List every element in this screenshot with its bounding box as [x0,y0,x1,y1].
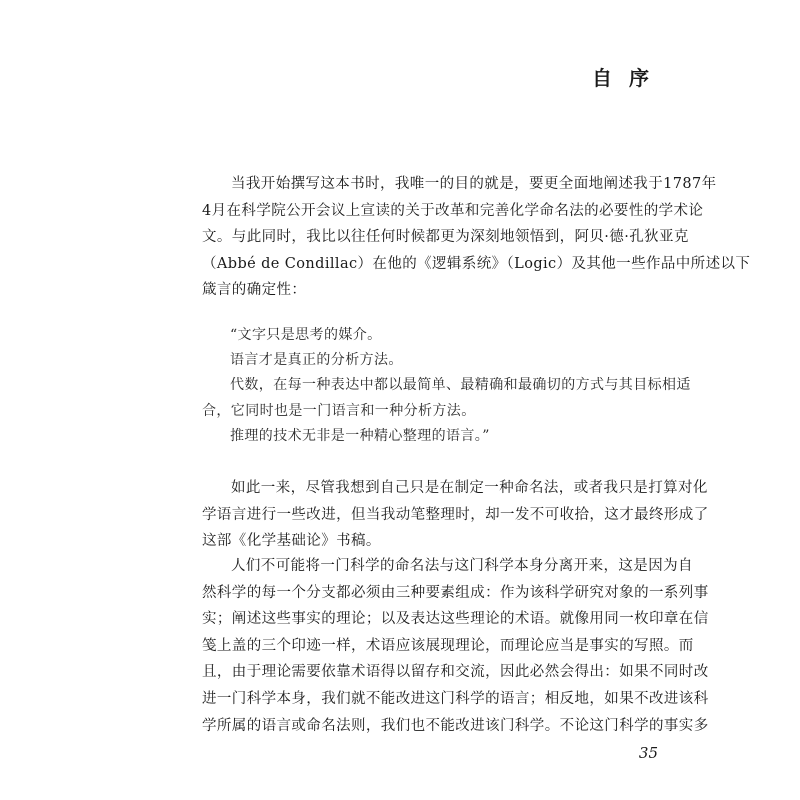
quote-line: 推理的技术无非是一种精心整理的语言。” [230,427,490,444]
page-number: 35 [638,744,658,762]
paragraph-line: 进一门科学本身，我们就不能改进这门科学的语言；相反地，如果不改进该科 [202,690,709,707]
paragraph-line: 文。与此同时，我比以往任何时候都更为深刻地领悟到，阿贝·德·孔狄亚克 [202,229,689,246]
quote-line: 合，它同时也是一门语言和一种分析方法。 [202,402,476,419]
paragraph-line: 学所属的语言或命名法则，我们也不能改进该门科学。不论这门科学的事实多 [202,717,709,734]
paragraph-line: 当我开始撰写这本书时，我唯一的目的就是，要更全面地阐述我于1787年 [231,176,717,192]
paragraph-line: 箴言的确定性： [202,282,307,299]
quote-line: “文字只是思考的媒介。 [230,327,382,343]
paragraph-line: 人们不可能将一门科学的命名法与这门科学本身分离开来，这是因为自 [231,558,693,574]
paragraph-line: 笺上盖的三个印迹一样，术语应该展现理论，而理论应当是事实的写照。而 [202,637,694,654]
paragraph-line: 如此一来，尽管我想到自己只是在制定一种命名法，或者我只是打算对化 [231,480,708,496]
page-title: 自 序 [592,66,654,90]
quote-line: 代数，在每一种表达中都以最简单、最精确和最确切的方式与其目标相适 [230,377,691,394]
paragraph-line: （Abbé de Condillac）在他的《逻辑系统》（Logic）及其他一些作品中所述以下 [202,255,751,272]
paragraph-1 [202,171,751,304]
quote-line: 语言才是真正的分析方法。 [230,352,403,369]
paragraph-line: 且，由于理论需要依靠术语得以留存和交流，因此必然会得出：如果不同时改 [202,664,709,681]
paragraph-3 [202,553,709,739]
paragraph-line: 实；阐述这些事实的理论；以及表达这些理论的术语。就像用同一枚印章在信 [202,611,709,628]
paragraph-line: 然科学的每一个分支都必须由三种要素组成：作为该科学研究对象的一系列事 [202,584,709,601]
paragraph-line: 4月在科学院公开会议上宣读的关于改革和完善化学命名法的必要性的学术论 [202,202,704,219]
paragraph-2 [202,475,709,555]
paragraph-line: 学语言进行一些改进，但当我动笔整理时，却一发不可收拾，这才最终形成了 [202,506,709,523]
block-quote [202,323,691,449]
paragraph-line: 这部《化学基础论》书稿。 [202,533,381,550]
